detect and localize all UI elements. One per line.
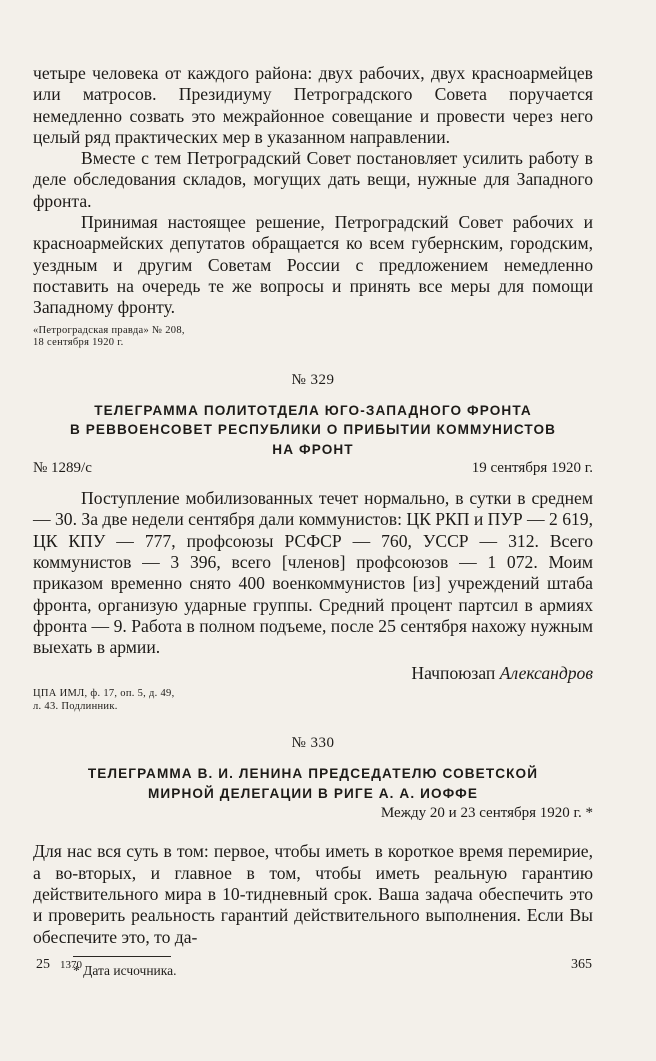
source-citation: «Петроградская правда» № 208, 18 сентября 1920 г. — [33, 324, 185, 349]
document-330 — [33, 735, 593, 978]
document-date: Между 20 и 23 сентября 1920 г. * — [380, 805, 593, 822]
paragraph: Вместе с тем Петроградский Совет постановляет усилить работу в деле обследования складов, могущих дать вещи, нужные для Западного фронта. — [33, 148, 593, 211]
document-title: ТЕЛЕГРАММА В. И. ЛЕНИНА ПРЕДСЕДАТЕЛЮ СОВЕТСКОЙ МИРНОЙ ДЕЛЕГАЦИИ В РИГЕ А. А. ИОФФЕ — [87, 766, 539, 801]
source-citation: ЦПА ИМЛ, ф. 17, оп. 5, д. 49, л. 43. Подлинник. — [33, 688, 175, 712]
document-title: ТЕЛЕГРАММА ПОЛИТОТДЕЛА ЮГО-ЗАПАДНОГО ФРОНТА В РЕВВОЕНСОВЕТ РЕСПУБЛИКИ О ПРИБЫТИИ КОММУНИСТОВ НА ФРОНТ — [69, 402, 557, 457]
signature-number: 25 — [36, 957, 50, 972]
document-number: № 329 — [291, 371, 335, 388]
signature-role: Начпоюзап — [411, 663, 496, 684]
page-footer — [36, 957, 592, 973]
page-content — [33, 63, 593, 979]
paragraph: четыре человека от каждого района: двух рабочих, двух красноармейцев или матросов. Президиуму Петроградского Совета поручается немедленно созвать это межрайонное совещание и провести через него целый ряд практических мер в указанном направлении. — [33, 63, 593, 147]
document-meta — [33, 460, 593, 477]
document-date: 19 сентября 1920 г. — [471, 460, 593, 477]
signature — [33, 663, 593, 684]
signature-marks — [36, 957, 82, 973]
document-number: № 330 — [291, 735, 335, 752]
reference-number: № 1289/с — [33, 460, 92, 477]
print-mark: 1370 — [60, 959, 82, 971]
footnote: * Дата исчочника. — [73, 962, 177, 978]
document-329 — [33, 372, 593, 714]
paragraph: Принимая настоящее решение, Петроградский Совет рабочих и красноармейских депутатов обращается ко всем губернским, городским, уездным и другим Советам России с предложением немедленно поставить на очередь те же вопросы и принять все меры для помощи Западному фронту. — [33, 212, 593, 318]
telegram-body: Поступление мобилизованных течет нормально, в сутки в среднем — 30. За две недели сентября дали коммунистов: ЦК РКП и ПУР — 2 619, ЦК КПУ — 777, профсоюзы РСФСР — 760, УССР — 312. Всего коммунистов — 3 396, всего [членов] профсоюзов — 1 072. Моим приказом временно снято 400 военкоммунистов [из] учреждений штаба фронта, организую ударные группы. Средний процент партсил в армиях фронта — 9. Работа в полном подъеме, после 25 сентября нахожу нужным выехать в армии. — [33, 488, 593, 658]
page-number: 365 — [571, 957, 592, 972]
telegram-body: Для нас вся суть в том: первое, чтобы иметь в короткое время перемирие, а во-вторых, и главное в том, чтобы иметь реальную гарантию действительного мира в 10-тидневный срок. Ваша задача обеспечить это и проверить реальность гарантий действительного выполнения. Если Вы обеспечите это, то да- — [33, 841, 593, 947]
signature-name: Александров — [499, 663, 593, 684]
document-previous — [33, 63, 593, 350]
